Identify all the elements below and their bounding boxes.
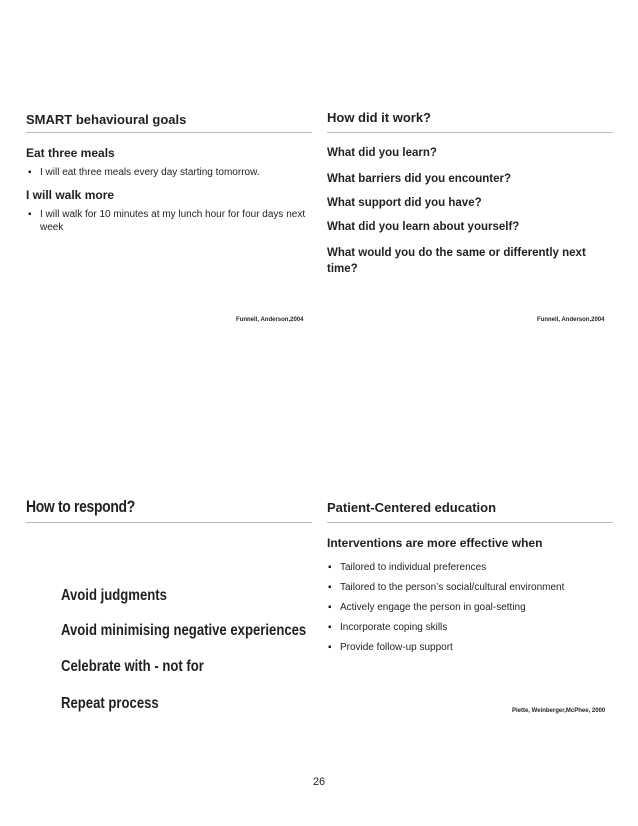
title-divider [26,132,312,133]
page-number: 26 [312,776,326,788]
title-divider [26,522,312,523]
goal-bullet: ▪ I will walk for 10 minutes at my lunch hour for four days next week [28,208,310,234]
question-item: What did you learn? [327,147,437,159]
interventions-subheading: Interventions are more effective when [327,536,543,550]
slide-title: How to respond? [26,497,135,516]
goal-heading: I will walk more [26,188,115,202]
citation: Funnell, Anderson,2004 [537,317,605,323]
intervention-bullet: ▪ Tailored to the person’s social/cultural environment [328,581,625,594]
question-item: What support did you have? [327,197,482,209]
title-divider [327,132,613,133]
title-divider [327,522,613,523]
goal-heading: Eat three meals [26,146,115,160]
response-item: Avoid judgments [61,587,167,604]
question-item: What barriers did you encounter? [327,173,512,185]
question-item: What did you learn about yourself? [327,221,520,233]
intervention-bullet: ▪ Incorporate coping skills [328,621,625,634]
slide-title: How did it work? [327,110,431,125]
intervention-bullet: ▪ Actively engage the person in goal-setting [328,601,625,614]
response-item: Avoid minimising negative experiences [61,622,307,639]
slide-title: Patient-Centered education [327,500,497,515]
response-item: Celebrate with - not for [61,658,204,675]
question-item: What would you do the same or differently next time? [327,247,586,275]
intervention-bullet: ▪ Provide follow-up support [328,641,625,654]
intervention-bullet: ▪ Tailored to individual preferences [328,561,625,574]
slide-title: SMART behavioural goals [26,112,187,127]
response-item: Repeat process [61,695,159,712]
citation: Piette, Weinberger,McPhee, 2000 [512,708,606,714]
goal-bullet: ▪ I will eat three meals every day starting tomorrow. [28,166,310,179]
citation: Funnell, Anderson,2004 [236,317,304,323]
